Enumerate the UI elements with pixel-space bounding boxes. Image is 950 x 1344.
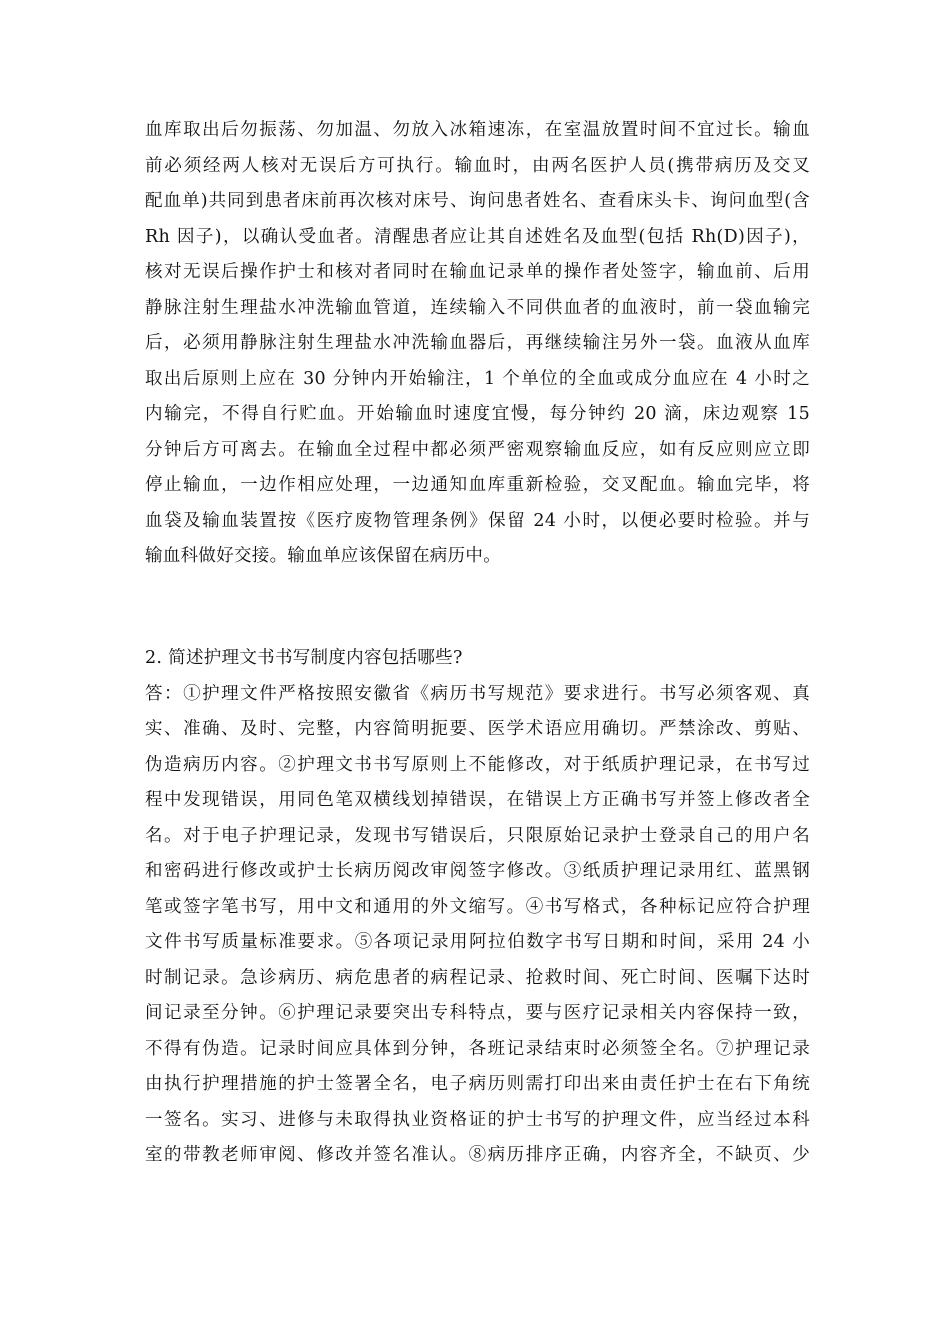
question-2-section [145, 641, 810, 1174]
answer-line: 伪造病历内容。②护理文书书写原则上不能修改，对于纸质护理记录，在书写过 [145, 754, 810, 775]
answer-line: 间记录至分钟。⑥护理记录要突出专科特点，要与医疗记录相关内容保持一致， [145, 1003, 810, 1023]
text-line: 配血单)共同到患者床前再次核对床号、询问患者姓名、查看床头卡、询问血型(含 [145, 191, 810, 211]
answer-line: 文件书写质量标准要求。⑤各项记录用阿拉伯数字书写日期和时间，采用 24 小 [145, 932, 810, 952]
text-line: 静脉注射生理盐水冲洗输血管道，连续输入不同供血者的血液时，前一袋血输完 [145, 297, 810, 318]
text-line: 核对无误后操作护士和核对者同时在输血记录单的操作者处签字，输血前、后用 [145, 262, 810, 282]
answer-line: 名。对于电子护理记录，发现书写错误后，只限原始记录护士登录自己的用户名 [145, 825, 810, 846]
answer-line: 室的带教老师审阅、修改并签名准认。⑧病历排序正确，内容齐全，不缺页、少 [145, 1145, 810, 1165]
text-line: 前必须经两人核对无误后方可执行。输血时，由两名医护人员(携带病历及交叉 [145, 155, 810, 176]
text-line: 血库取出后勿振荡、勿加温、勿放入冰箱速冻，在室温放置时间不宜过长。输血 [145, 120, 810, 140]
text-line: 输血科做好交接。输血单应该保留在病历中。 [145, 546, 501, 566]
text-line: 血袋及输血装置按《医疗废物管理条例》保留 24 小时，以便必要时检验。并与 [145, 510, 810, 531]
answer-line: 答：①护理文件严格按照安徽省《病历书写规范》要求进行。书写必须客观、真 [145, 683, 810, 704]
answer-line: 笔或签字笔书写，用中文和通用的外文缩写。④书写格式，各种标记应符合护理 [145, 896, 810, 917]
answer-line: 不得有伪造。记录时间应具体到分钟，各班记录结束时必须签全名。⑦护理记录 [145, 1038, 810, 1059]
answer-line: 时制记录。急诊病历、病危患者的病程记录、抢救时间、死亡时间、医嘱下达时 [145, 967, 810, 988]
text-line: 取出后原则上应在 30 分钟内开始输注，1 个单位的全血或成分血应在 4 小时之 [145, 368, 810, 389]
text-line: Rh 因子)，以确认受血者。清醒患者应让其自述姓名及血型(包括 Rh(D)因子)， [145, 226, 810, 247]
text-line: 停止输血，一边作相应处理，一边通知血库重新检验，交叉配血。输血完毕，将 [145, 475, 810, 495]
answer-line: 和密码进行修改或护士长病历阅改审阅签字修改。③纸质护理记录用红、蓝黑钢 [145, 861, 810, 881]
text-line: 内输完，不得自行贮血。开始输血时速度宜慢，每分钟约 20 滴，床边观察 15 [145, 404, 810, 424]
blood-transfusion-paragraph [145, 113, 810, 575]
text-line: 分钟后方可离去。在输血全过程中都必须严密观察输血反应，如有反应则应立即 [145, 439, 810, 460]
question-title: 2. 简述护理文书书写制度内容包括哪些? [145, 648, 463, 668]
answer-line: 由执行护理措施的护士签署全名，电子病历则需打印出来由责任护士在右下角统 [145, 1074, 810, 1094]
answer-line: 实、准确、及时、完整，内容简明扼要、医学术语应用确切。严禁涂改、剪贴、 [145, 719, 810, 739]
answer-line: 一签名。实习、进修与未取得执业资格证的护士书写的护理文件，应当经过本科 [145, 1109, 810, 1130]
text-line: 后，必须用静脉注射生理盐水冲洗输血器后，再继续输注另外一袋。血液从血库 [145, 333, 810, 353]
answer-line: 程中发现错误，用同色笔双横线划掉错误，在错误上方正确书写并签上修改者全 [145, 790, 810, 810]
